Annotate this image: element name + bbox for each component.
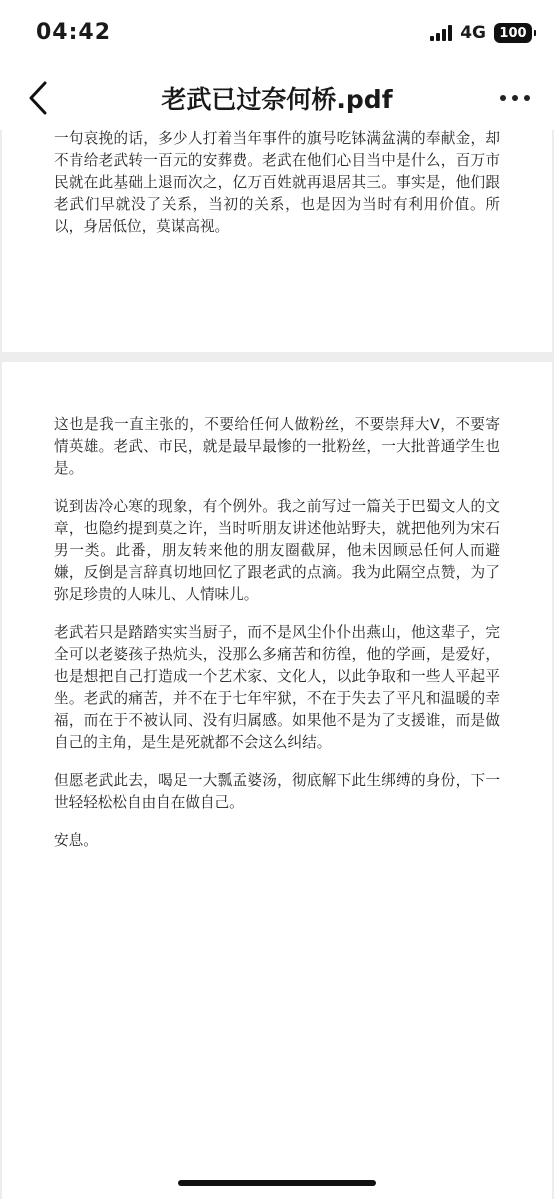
more-button[interactable] — [500, 90, 530, 106]
signal-icon — [430, 25, 452, 41]
status-time: 04:42 — [36, 20, 112, 45]
more-horizontal-icon — [500, 95, 506, 101]
paragraph: 老武若只是踏踏实实当厨子，而不是风尘仆仆出燕山，他这辈子，完全可以老婆孩子热炕头，没那么多痛苦和彷徨，他的学画，是爱好，也是想把自己打造成一个艺术家、文化人，以此争取和一些人平起平坐。老武的痛苦，并不在于七年牢狱，不在于失去了平凡和温暖的幸福，而在于不被认同、没有归属感。如果他不是为了支援谁，而是做自己的主角，是生是死就都不会这么纠结。 — [54, 624, 500, 751]
status-indicators — [430, 22, 532, 44]
paragraph: 安息。 — [54, 832, 98, 849]
nav-bar — [0, 66, 554, 130]
back-button[interactable] — [18, 76, 58, 120]
battery-level: 100 — [499, 25, 527, 41]
battery-icon — [494, 23, 532, 43]
pdf-page-1 — [2, 130, 552, 352]
chevron-left-icon — [28, 81, 48, 115]
pdf-page-2 — [2, 362, 552, 1199]
paragraph: 一句哀挽的话，多少人打着当年事件的旗号吃钵满盆满的奉献金，却不肯给老武转一百元的安葬费。老武在他们心目当中是什么，百万市民就在此基础上退而次之，亿万百姓就再退居其三。事实是，他们跟老武们早就没了关系，当初的关系，也是因为当时有利用价值。所以，身居低位，莫谋高视。 — [54, 130, 500, 235]
status-bar — [0, 0, 554, 66]
document-title: 老武已过奈何桥.pdf — [161, 85, 393, 114]
network-type: 4G — [460, 23, 486, 43]
pdf-viewer[interactable] — [0, 130, 554, 1199]
paragraph: 说到齿冷心寒的现象，有个例外。我之前写过一篇关于巴蜀文人的文章，也隐约提到莫之许，当时听朋友讲述他站野夫，就把他列为宋石男一类。此番，朋友转来他的朋友圈截屏，他未因顾忌任何人而避嫌，反倒是言辞真切地回忆了跟老武的点滴。我为此隔空点赞，为了弥足珍贵的人味儿、人情味儿。 — [54, 498, 500, 603]
paragraph: 但愿老武此去，喝足一大瓢孟婆汤，彻底解下此生绑缚的身份，下一世轻轻松松自由自在做自己。 — [54, 772, 500, 811]
home-indicator[interactable] — [178, 1180, 376, 1186]
paragraph: 这也是我一直主张的，不要给任何人做粉丝，不要崇拜大V，不要寄情英雄。老武、市民，就是最早最惨的一批粉丝，一大批普通学生也是。 — [54, 416, 500, 477]
